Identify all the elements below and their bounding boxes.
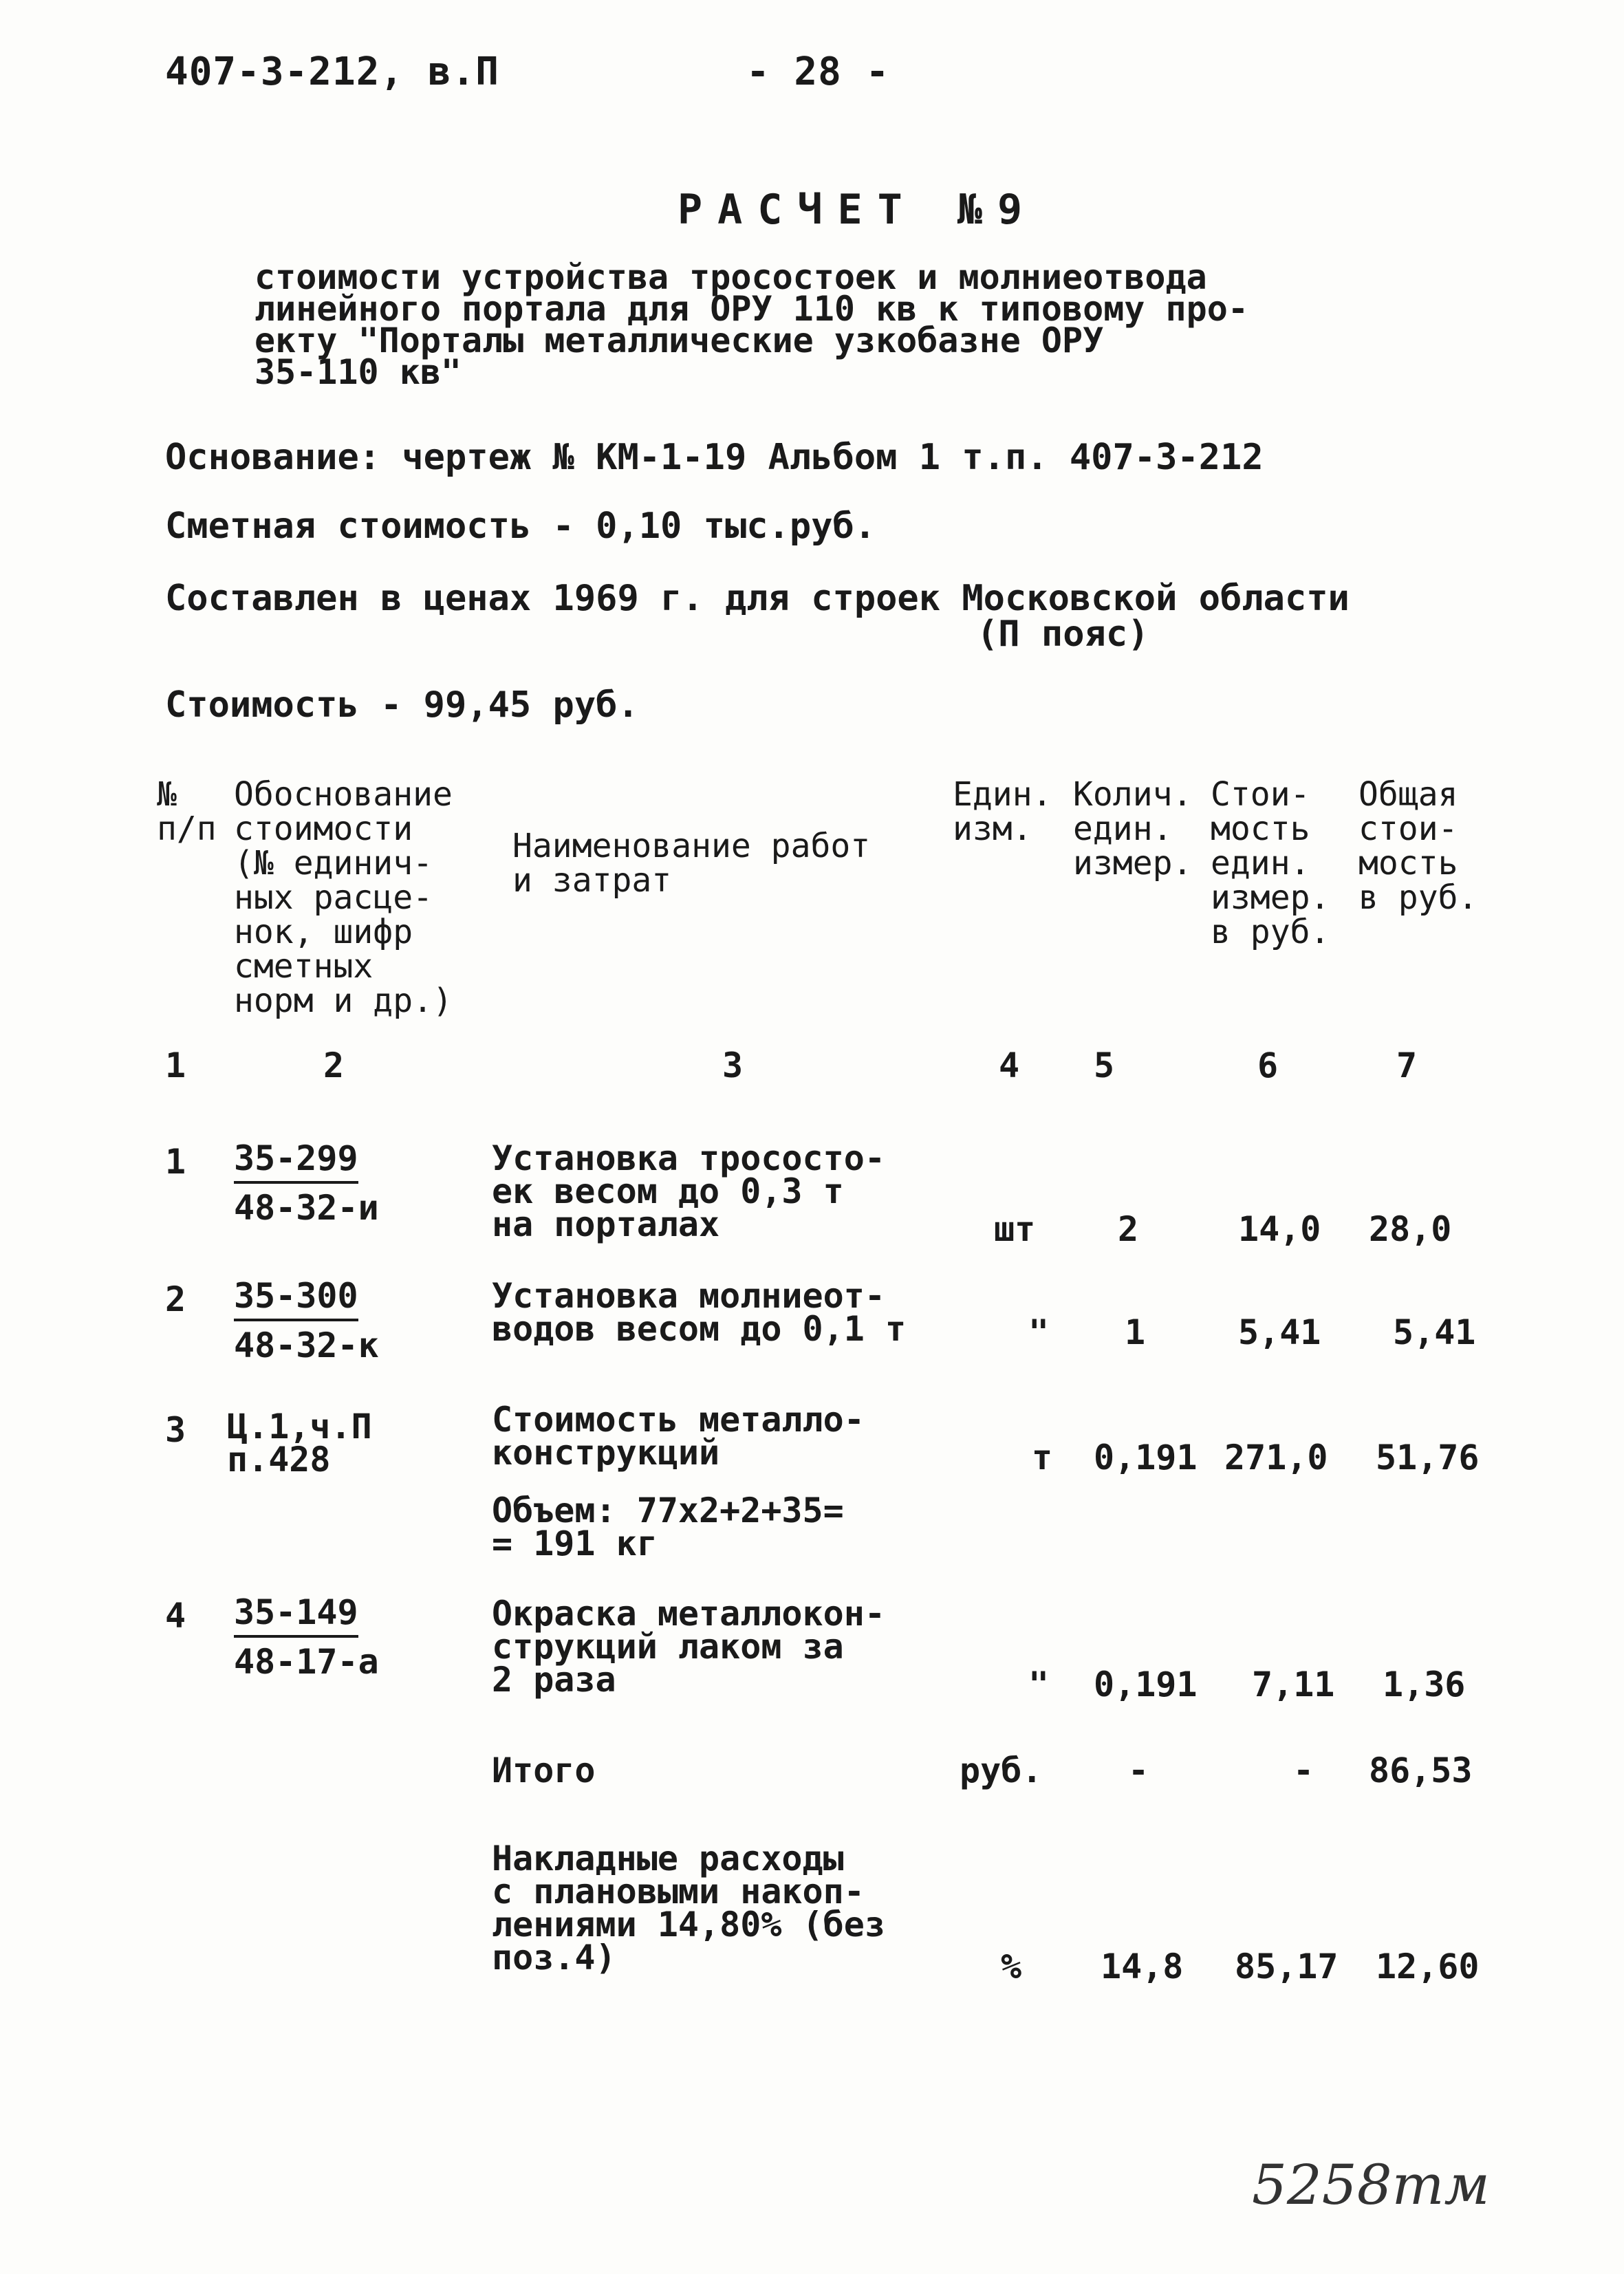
table-row-2-price: 5,41 — [1238, 1312, 1321, 1352]
prices-zone: (П пояс) — [977, 614, 1149, 655]
estimated-cost-line: Сметная стоимость - 0,10 тыс.руб. — [165, 506, 876, 547]
table-row-2-basis — [234, 1276, 379, 1365]
overhead-price: 85,17 — [1235, 1947, 1339, 1986]
basis-numerator: 35-299 — [234, 1138, 358, 1184]
page-number: - 28 - — [746, 50, 890, 94]
table-row-3-price: 271,0 — [1224, 1438, 1328, 1477]
table-row-4-unit: " — [1028, 1665, 1050, 1704]
table-row-4-basis — [234, 1592, 379, 1682]
table-row-1-price: 14,0 — [1238, 1209, 1321, 1249]
subtotal-label: Итого — [492, 1751, 596, 1790]
overhead-total: 12,60 — [1376, 1947, 1480, 1986]
table-row-2-qty: 1 — [1125, 1312, 1146, 1352]
table-row-2-unit: " — [1028, 1312, 1050, 1352]
header-col-3: Наименование работ и затрат — [512, 827, 871, 900]
table-row-3-name: Стоимость металло- конструкций — [492, 1400, 865, 1473]
document-title: РАСЧЕТ №9 — [678, 186, 1038, 234]
basis-line: Основание: чертеж № КМ-1-19 Альбом 1 т.п. 407-3-212 — [165, 437, 1264, 478]
table-row-1-name: Установка трососто- ек весом до 0,3 т на порталах — [492, 1138, 885, 1244]
table-row-2-name: Установка молниеот- водов весом до 0,1 т — [492, 1276, 907, 1349]
table-row-1-qty: 2 — [1118, 1209, 1139, 1249]
col-number-3: 3 — [722, 1046, 744, 1085]
subtotal-qty: - — [1128, 1751, 1149, 1790]
table-row-3-basis: Ц.1,ч.П п.428 — [227, 1407, 372, 1480]
basis-denominator: 48-17-а — [234, 1642, 379, 1682]
table-row-1-number: 1 — [165, 1142, 186, 1182]
table-row-4-total: 1,36 — [1383, 1665, 1466, 1704]
table-row-3-unit: т — [1032, 1438, 1053, 1477]
handwritten-note: 5258тм — [1252, 2153, 1490, 2217]
table-row-2-number: 2 — [165, 1279, 186, 1319]
header-col-1: № п/п — [157, 775, 217, 848]
basis-denominator: 48-32-к — [234, 1325, 379, 1365]
table-row-4-qty: 0,191 — [1094, 1665, 1198, 1704]
col-number-5: 5 — [1094, 1046, 1115, 1085]
col-number-2: 2 — [323, 1046, 345, 1085]
subtotal-total: 86,53 — [1369, 1751, 1473, 1790]
table-row-1-basis — [234, 1138, 379, 1228]
col-number-7: 7 — [1396, 1046, 1418, 1085]
table-row-3-total: 51,76 — [1376, 1438, 1480, 1477]
table-row-3-number: 3 — [165, 1410, 186, 1450]
basis-denominator: 48-32-и — [234, 1188, 379, 1228]
overhead-label: Накладные расходы с плановыми накоп- лениями 14,80% (без поз.4) — [492, 1839, 885, 1978]
header-col-4: Един. изм. — [953, 775, 1052, 848]
col-number-6: 6 — [1257, 1046, 1279, 1085]
basis-numerator: 35-149 — [234, 1592, 358, 1638]
document-subtitle: стоимости устройства тросостоек и молниеотвода линейного портала для ОРУ 110 кв к типовому про- екту "Порталы металлические узкобазне ОРУ 35-110 кв" — [255, 257, 1248, 392]
total-cost-line: Стоимость - 99,45 руб. — [165, 684, 639, 726]
table-row-3-qty: 0,191 — [1094, 1438, 1198, 1477]
header-col-6: Стои- мость един. измер. в руб. — [1211, 775, 1330, 951]
header-col-7: Общая стои- мость в руб. — [1358, 775, 1478, 917]
header-col-2: Обоснование стоимости (№ единич- ных расце- нок, шифр сметных норм и др.) — [234, 775, 453, 1020]
subtotal-unit: руб. — [960, 1751, 1043, 1790]
table-row-4-price: 7,11 — [1252, 1665, 1335, 1704]
overhead-unit: % — [1001, 1947, 1022, 1986]
basis-numerator: 35-300 — [234, 1276, 358, 1321]
col-number-4: 4 — [999, 1046, 1020, 1085]
table-row-1-total: 28,0 — [1369, 1209, 1452, 1249]
prices-line: Составлен в ценах 1969 г. для строек Московской области — [165, 578, 1350, 619]
table-row-4-number: 4 — [165, 1596, 186, 1636]
table-row-3-volume: Объем: 77х2+2+35= = 191 кг — [492, 1491, 844, 1563]
header-col-5: Колич. един. измер. — [1073, 775, 1193, 882]
col-number-1: 1 — [165, 1046, 186, 1085]
overhead-qty: 14,8 — [1101, 1947, 1184, 1986]
subtotal-price: - — [1293, 1751, 1314, 1790]
table-row-4-name: Окраска металлокон- струкций лаком за 2 раза — [492, 1594, 885, 1700]
table-row-1-unit: шт — [994, 1209, 1036, 1249]
doc-code: 407-3-212, в.П — [165, 50, 500, 94]
table-row-2-total: 5,41 — [1393, 1312, 1476, 1352]
